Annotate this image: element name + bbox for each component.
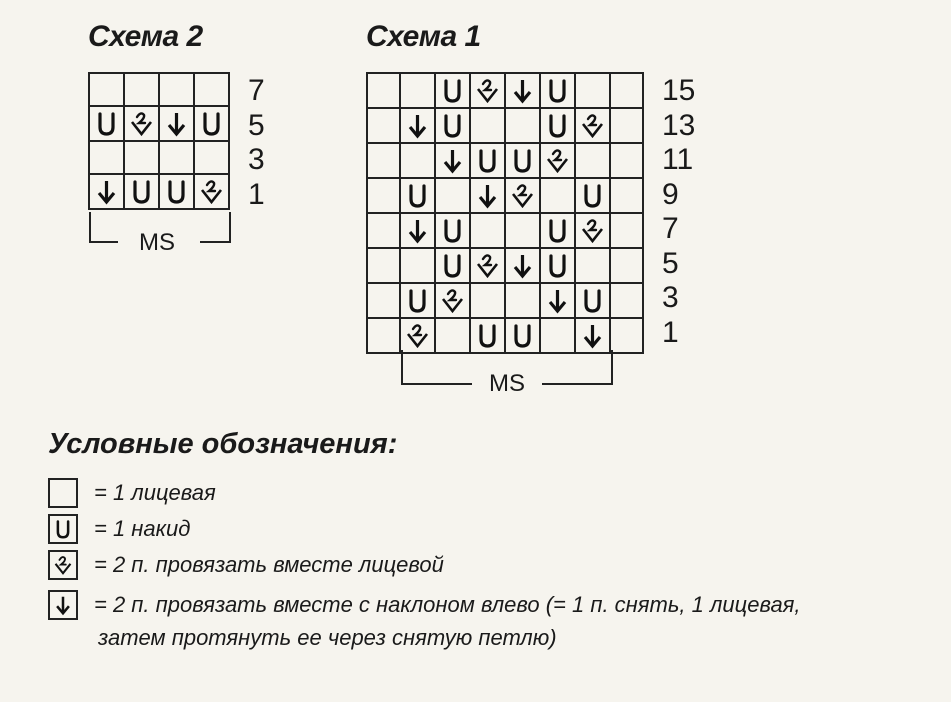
stitch-cell-yo	[435, 248, 470, 283]
yarn-over-icon	[48, 514, 78, 544]
k2tog-icon	[471, 249, 504, 282]
stitch-cell-k2tog	[400, 318, 435, 353]
knit-icon	[48, 478, 78, 508]
k2tog-icon	[576, 109, 609, 142]
stitch-cell-blank	[89, 73, 124, 106]
stitch-cell-k2tog	[124, 106, 159, 141]
yarn-over-icon	[160, 175, 193, 208]
chart-row	[367, 283, 643, 318]
stitch-cell-blank	[194, 73, 229, 106]
stitch-cell-yo	[470, 143, 505, 178]
row-number: 5	[248, 108, 265, 142]
stitch-cell-blank	[367, 108, 400, 143]
yarn-over-icon	[436, 109, 469, 142]
schema1-repeat-label: MS	[489, 370, 525, 397]
chart-row	[89, 174, 229, 209]
legend-item	[48, 478, 216, 508]
stitch-cell-blank	[610, 213, 643, 248]
row-number: 3	[662, 281, 679, 314]
yarn-over-icon	[541, 214, 574, 247]
stitch-cell-yo	[540, 73, 575, 108]
stitch-cell-blank	[89, 141, 124, 174]
stitch-cell-yo	[540, 213, 575, 248]
ssk-arrow-icon	[541, 284, 574, 317]
stitch-cell-yo	[470, 318, 505, 353]
stitch-cell-blank	[400, 143, 435, 178]
chart-row	[89, 73, 229, 106]
stitch-cell-yo	[400, 178, 435, 213]
ssk-arrow-icon	[506, 249, 539, 282]
stitch-cell-blank	[400, 248, 435, 283]
stitch-cell-blank	[435, 178, 470, 213]
ssk-arrow-icon	[506, 74, 539, 107]
legend-item	[48, 514, 190, 544]
yarn-over-icon	[576, 179, 609, 212]
schema2-title: Схема 2	[88, 20, 203, 53]
k2tog-icon	[576, 214, 609, 247]
stitch-cell-blank	[470, 213, 505, 248]
row-number: 5	[662, 246, 679, 280]
stitch-cell-yo	[159, 174, 194, 209]
yarn-over-icon	[125, 175, 158, 208]
ssk-arrow-icon	[160, 107, 193, 140]
stitch-cell-blank	[610, 73, 643, 108]
stitch-cell-blank	[159, 141, 194, 174]
stitch-cell-blank	[505, 108, 540, 143]
stitch-cell-yo	[194, 106, 229, 141]
yarn-over-icon	[471, 144, 504, 177]
k2tog-icon	[506, 179, 539, 212]
yarn-over-icon	[436, 74, 469, 107]
stitch-cell-blank	[505, 283, 540, 318]
legend-item-text: = 1 лицевая	[94, 480, 216, 505]
ssk-arrow-icon	[401, 214, 434, 247]
stitch-cell-ssk	[505, 248, 540, 283]
stitch-cell-ssk	[435, 143, 470, 178]
k2tog-icon	[541, 144, 574, 177]
stitch-cell-ssk	[159, 106, 194, 141]
schema1-title: Схема 1	[366, 20, 481, 53]
stitch-cell-blank	[610, 248, 643, 283]
k2tog-icon	[195, 175, 228, 208]
stitch-cell-blank	[610, 283, 643, 318]
ssk-arrow-icon	[576, 319, 609, 352]
stitch-cell-yo	[435, 108, 470, 143]
stitch-cell-k2tog	[575, 213, 610, 248]
stitch-cell-yo	[505, 318, 540, 353]
k2tog-icon	[125, 107, 158, 140]
row-number: 3	[248, 143, 265, 176]
stitch-cell-blank	[367, 248, 400, 283]
stitch-cell-k2tog	[575, 108, 610, 143]
yarn-over-icon	[506, 319, 539, 352]
yarn-over-icon	[436, 214, 469, 247]
row-number: 11	[662, 143, 694, 176]
stitch-cell-blank	[470, 108, 505, 143]
legend-continuation: затем протянуть ее через снятую петлю)	[98, 625, 557, 650]
stitch-cell-yo	[540, 108, 575, 143]
stitch-cell-blank	[367, 318, 400, 353]
chart-row	[367, 318, 643, 353]
stitch-cell-blank	[367, 178, 400, 213]
row-number: 9	[662, 177, 679, 211]
stitch-cell-blank	[194, 141, 229, 174]
stitch-cell-k2tog	[470, 248, 505, 283]
yarn-over-icon	[541, 249, 574, 282]
stitch-cell-blank	[575, 248, 610, 283]
chart-row	[367, 143, 643, 178]
ssk-arrow-icon	[471, 179, 504, 212]
k2tog-icon	[471, 74, 504, 107]
stitch-cell-ssk	[575, 318, 610, 353]
stitch-cell-ssk	[540, 283, 575, 318]
stitch-cell-blank	[124, 73, 159, 106]
legend-item	[48, 590, 801, 620]
stitch-cell-ssk	[89, 174, 124, 209]
legend-item-text: = 2 п. провязать вместе с наклоном влево (= 1 п. снять, 1 лицевая,	[94, 592, 801, 617]
stitch-cell-blank	[610, 143, 643, 178]
chart-row	[367, 178, 643, 213]
ssk-arrow-icon	[48, 590, 78, 620]
row-number: 13	[662, 108, 696, 142]
stitch-cell-blank	[400, 73, 435, 108]
row-number: 7	[662, 212, 679, 245]
stitch-cell-yo	[435, 213, 470, 248]
stitch-cell-blank	[610, 178, 643, 213]
stitch-cell-ssk	[505, 73, 540, 108]
stitch-cell-yo	[435, 73, 470, 108]
ssk-arrow-icon	[436, 144, 469, 177]
yarn-over-icon	[576, 284, 609, 317]
stitch-cell-k2tog	[505, 178, 540, 213]
stitch-cell-blank	[367, 143, 400, 178]
legend-title: Условные обозначения:	[48, 428, 398, 460]
yarn-over-icon	[401, 284, 434, 317]
stitch-cell-k2tog	[435, 283, 470, 318]
chart-row	[89, 141, 229, 174]
stitch-cell-blank	[367, 73, 400, 108]
chart-row	[367, 213, 643, 248]
stitch-cell-blank	[505, 213, 540, 248]
stitch-cell-ssk	[470, 178, 505, 213]
stitch-cell-blank	[435, 318, 470, 353]
legend-item-text: = 2 п. провязать вместе лицевой	[94, 552, 444, 577]
stitch-cell-k2tog	[470, 73, 505, 108]
yarn-over-icon	[541, 74, 574, 107]
stitch-cell-ssk	[400, 213, 435, 248]
legend-item-text: = 1 накид	[94, 516, 191, 541]
yarn-over-icon	[90, 107, 123, 140]
stitch-cell-blank	[540, 318, 575, 353]
k2tog-icon	[48, 550, 78, 580]
schema1-grid	[366, 72, 644, 354]
row-number: 1	[662, 315, 679, 349]
stitch-cell-yo	[540, 248, 575, 283]
ssk-arrow-icon	[90, 175, 123, 208]
stitch-cell-yo	[575, 283, 610, 318]
chart-row	[367, 108, 643, 143]
chart-row	[367, 73, 643, 108]
stitch-cell-ssk	[400, 108, 435, 143]
chart-row	[367, 248, 643, 283]
yarn-over-icon	[195, 107, 228, 140]
stitch-cell-blank	[610, 108, 643, 143]
stitch-cell-blank	[540, 178, 575, 213]
stitch-cell-yo	[124, 174, 159, 209]
legend-item	[48, 550, 444, 580]
row-number: 7	[248, 74, 265, 107]
stitch-cell-blank	[575, 73, 610, 108]
k2tog-icon	[436, 284, 469, 317]
yarn-over-icon	[401, 179, 434, 212]
stitch-cell-k2tog	[194, 174, 229, 209]
yarn-over-icon	[541, 109, 574, 142]
stitch-cell-yo	[505, 143, 540, 178]
stitch-cell-blank	[367, 213, 400, 248]
row-number: 15	[662, 74, 696, 107]
stitch-cell-blank	[124, 141, 159, 174]
chart-row	[89, 106, 229, 141]
ssk-arrow-icon	[401, 109, 434, 142]
yarn-over-icon	[506, 144, 539, 177]
row-number: 1	[248, 177, 265, 211]
stitch-cell-blank	[159, 73, 194, 106]
stitch-cell-blank	[367, 283, 400, 318]
stitch-cell-blank	[470, 283, 505, 318]
schema2-repeat-label: MS	[139, 229, 175, 256]
stitch-cell-blank	[575, 143, 610, 178]
schema2-grid	[88, 72, 230, 210]
yarn-over-icon	[436, 249, 469, 282]
stitch-cell-yo	[89, 106, 124, 141]
stitch-cell-yo	[575, 178, 610, 213]
stitch-cell-blank	[610, 318, 643, 353]
stitch-cell-yo	[400, 283, 435, 318]
yarn-over-icon	[471, 319, 504, 352]
k2tog-icon	[401, 319, 434, 352]
stitch-cell-k2tog	[540, 143, 575, 178]
